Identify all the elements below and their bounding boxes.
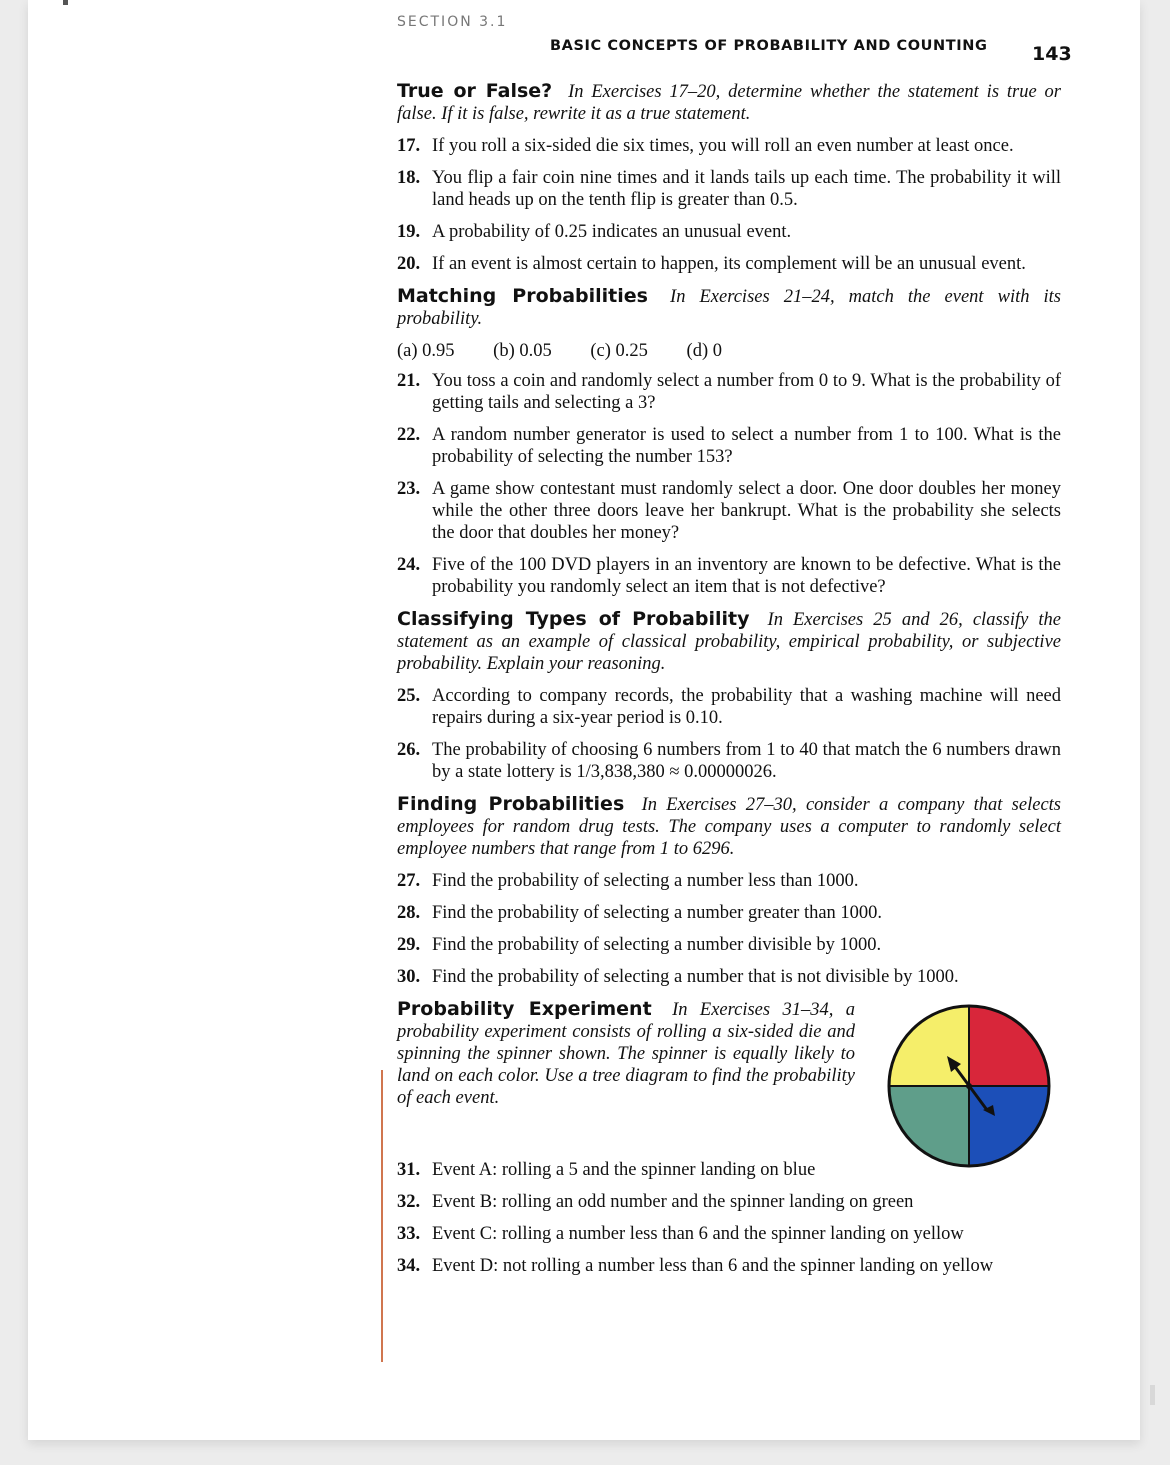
exercise-number: 26. bbox=[397, 740, 421, 760]
exercise-text: Event C: rolling a number less than 6 and the spinner landing on yellow bbox=[432, 1224, 964, 1244]
exercise-25 bbox=[397, 685, 1061, 729]
scan-edge-mark bbox=[1150, 1385, 1155, 1405]
choice-c: (c) 0.25 bbox=[590, 341, 648, 361]
exercise-number: 34. bbox=[397, 1256, 421, 1276]
exercise-number: 32. bbox=[397, 1192, 421, 1212]
true-false-heading: True or False? bbox=[397, 80, 553, 102]
exercise-number: 25. bbox=[397, 686, 421, 706]
exercise-text: You toss a coin and randomly select a number from 0 to 9. What is the probability of getting tails and selecting a 3? bbox=[432, 371, 1061, 413]
exercise-33 bbox=[397, 1223, 1061, 1245]
exercise-text: According to company records, the probability that a washing machine will need repairs during a six-year period is 0.10. bbox=[432, 686, 1061, 728]
exercise-27 bbox=[397, 870, 1061, 892]
section-label: SECTION 3.1 bbox=[397, 14, 508, 30]
exercise-number: 21. bbox=[397, 371, 421, 391]
exercise-text: Find the probability of selecting a number that is not divisible by 1000. bbox=[432, 967, 959, 987]
exercise-number: 28. bbox=[397, 903, 421, 923]
exercise-text: Event D: not rolling a number less than 6 and the spinner landing on yellow bbox=[432, 1256, 994, 1276]
true-false-instructions: In Exercises 17–20, determine whether the statement is true or false. If it is false, rewrite it as a true statement. bbox=[397, 82, 1061, 124]
finding-heading: Finding Probabilities bbox=[397, 793, 625, 815]
exercise-number: 23. bbox=[397, 479, 421, 499]
exercise-text: Find the probability of selecting a number less than 1000. bbox=[432, 871, 859, 891]
exercise-text: If you roll a six-sided die six times, you will roll an even number at least once. bbox=[432, 136, 1014, 156]
exercise-32 bbox=[397, 1191, 1061, 1213]
classifying-instructions: In Exercises 25 and 26, classify the statement as an example of classical probability, empirical probability, or subjective probability. Explain your reasoning. bbox=[397, 610, 1061, 674]
exercise-text: Find the probability of selecting a number greater than 1000. bbox=[432, 903, 883, 923]
exercise-text: A game show contestant must randomly select a door. One door doubles her money while the other three doors leave her bankrupt. What is the probability she selects the door that doubles her money? bbox=[432, 479, 1061, 543]
spinner-figure bbox=[887, 1004, 1051, 1168]
exercise-text: Find the probability of selecting a number divisible by 1000. bbox=[432, 935, 882, 955]
exercise-34 bbox=[397, 1255, 1061, 1277]
exercise-26 bbox=[397, 739, 1061, 783]
choice-b: (b) 0.05 bbox=[493, 341, 552, 361]
answer-choices bbox=[397, 340, 1061, 362]
exercise-number: 24. bbox=[397, 555, 421, 575]
exercise-19 bbox=[397, 221, 1061, 243]
exercise-24 bbox=[397, 554, 1061, 598]
experiment-intro bbox=[397, 998, 855, 1109]
chapter-title: BASIC CONCEPTS OF PROBABILITY AND COUNTING bbox=[550, 38, 988, 54]
exercise-29 bbox=[397, 934, 1061, 956]
exercise-content bbox=[397, 80, 1061, 1287]
exercise-number: 17. bbox=[397, 136, 421, 156]
exercise-20 bbox=[397, 253, 1061, 275]
exercise-text: The probability of choosing 6 numbers from 1 to 40 that match the 6 numbers drawn by a state lottery is 1/3,838,380 ≈ 0.00000026. bbox=[432, 740, 1061, 782]
exercise-text: You flip a fair coin nine times and it lands tails up each time. The probability it will land heads up on the tenth flip is greater than 0.5. bbox=[432, 168, 1061, 210]
exercise-28 bbox=[397, 902, 1061, 924]
matching-heading: Matching Probabilities bbox=[397, 285, 648, 307]
exercise-number: 27. bbox=[397, 871, 421, 891]
choice-a: (a) 0.95 bbox=[397, 341, 455, 361]
exercise-number: 29. bbox=[397, 935, 421, 955]
exercise-number: 18. bbox=[397, 168, 421, 188]
exercise-17 bbox=[397, 135, 1061, 157]
exercise-22 bbox=[397, 424, 1061, 468]
exercise-number: 33. bbox=[397, 1224, 421, 1244]
exercise-30 bbox=[397, 966, 1061, 988]
scan-corner-mark bbox=[63, 0, 68, 5]
matching-intro bbox=[397, 285, 1061, 330]
exercise-21 bbox=[397, 370, 1061, 414]
choice-d: (d) 0 bbox=[686, 341, 722, 361]
experiment-instructions: In Exercises 31–34, a probability experiment consists of rolling a six-sided die and spinning the spinner shown. The spinner is equally likely to land on each color. Use a tree diagram to find the probability of each event. bbox=[397, 1000, 856, 1108]
exercise-text: A random number generator is used to select a number from 1 to 100. What is the probability of selecting the number 153? bbox=[432, 425, 1061, 467]
exercise-text: Five of the 100 DVD players in an inventory are known to be defective. What is the probability you randomly select an item that is not defective? bbox=[432, 555, 1061, 597]
exercise-18 bbox=[397, 167, 1061, 211]
exercise-number: 31. bbox=[397, 1160, 421, 1180]
page-number: 143 bbox=[1032, 43, 1072, 65]
margin-rule bbox=[381, 1070, 383, 1362]
spinner-pivot bbox=[966, 1083, 972, 1089]
classifying-heading: Classifying Types of Probability bbox=[397, 608, 750, 630]
true-false-intro bbox=[397, 80, 1061, 125]
classifying-intro bbox=[397, 608, 1061, 675]
exercise-number: 30. bbox=[397, 967, 421, 987]
experiment-heading: Probability Experiment bbox=[397, 998, 652, 1020]
finding-intro bbox=[397, 793, 1061, 860]
exercise-text: A probability of 0.25 indicates an unusual event. bbox=[432, 222, 792, 242]
exercise-text: Event B: rolling an odd number and the spinner landing on green bbox=[432, 1192, 914, 1212]
exercise-number: 22. bbox=[397, 425, 421, 445]
exercise-text: If an event is almost certain to happen, its complement will be an unusual event. bbox=[432, 254, 1026, 274]
exercise-23 bbox=[397, 478, 1061, 544]
exercise-number: 20. bbox=[397, 254, 421, 274]
matching-instructions: In Exercises 21–24, match the event with its probability. bbox=[397, 287, 1062, 329]
exercise-31 bbox=[397, 1159, 1061, 1181]
exercise-text: Event A: rolling a 5 and the spinner landing on blue bbox=[432, 1160, 816, 1180]
exercise-number: 19. bbox=[397, 222, 421, 242]
experiment-block bbox=[397, 998, 1061, 1109]
finding-instructions: In Exercises 27–30, consider a company that selects employees for random drug tests. The company uses a computer to randomly select employee numbers that range from 1 to 6296. bbox=[397, 795, 1061, 859]
